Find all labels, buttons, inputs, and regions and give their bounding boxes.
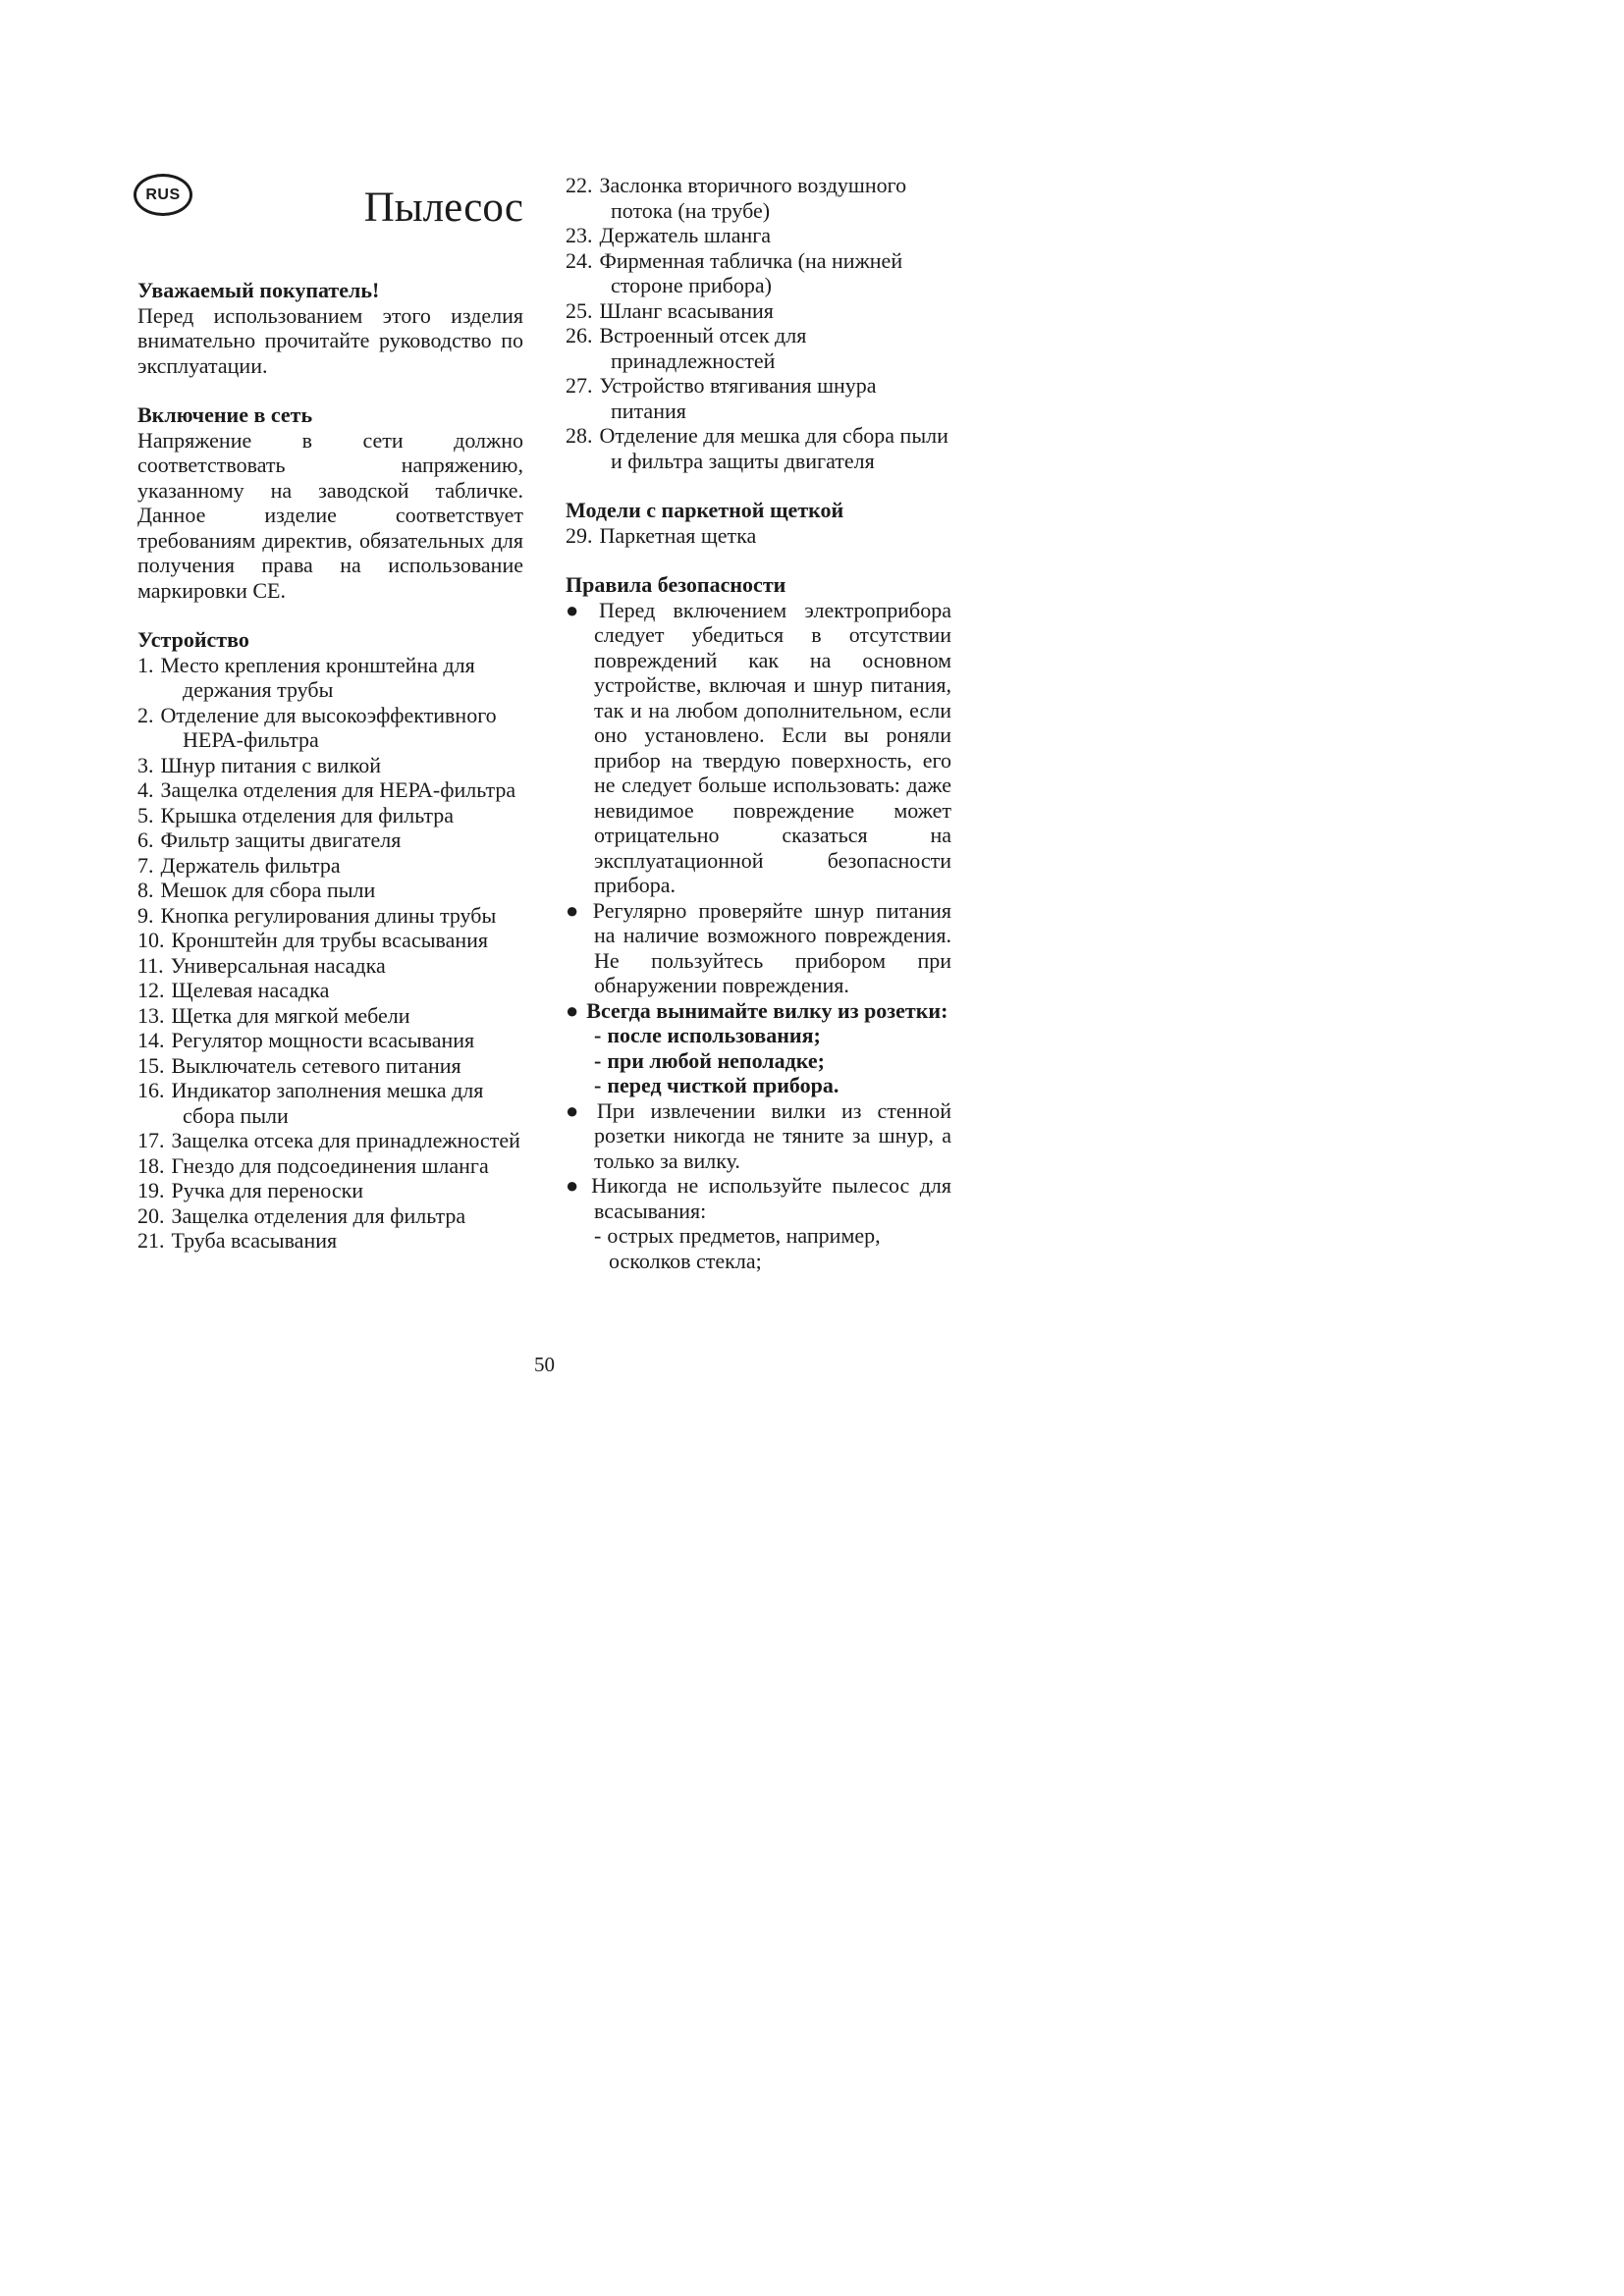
parquet-models-heading: Модели с паркетной щеткой [566,498,844,522]
device-part-item [137,1028,523,1053]
list-marker: - [594,1047,602,1073]
greeting-heading: Уважаемый покупатель! [137,278,380,302]
device-part-text: Труба всасывания [171,1228,338,1253]
device-part-number: 23. [566,223,593,247]
list-marker: ● [566,1097,589,1123]
device-part-number: 21. [137,1228,165,1253]
device-part-text: Отделение для высокоэффективного НЕРА-фильтра [160,702,497,752]
device-part-number: 28. [566,423,593,448]
safety-rule-item [594,1073,951,1098]
list-marker: - [594,1223,602,1248]
list-marker: ● [566,997,579,1023]
device-part-text: Регулятор мощности всасывания [171,1028,475,1052]
safety-rule-item [566,1098,951,1174]
safety-rule-item [594,1223,951,1273]
device-part-number: 1. [137,652,154,677]
device-part-number: 4. [137,777,154,802]
device-part-item [137,828,523,853]
device-part-item [137,878,523,903]
power-connection-heading: Включение в сеть [137,402,313,427]
safety-rule-item [566,598,951,898]
device-part-item [137,1178,523,1203]
list-marker: ● [566,897,585,923]
device-part-item [137,978,523,1003]
device-part-number: 17. [137,1128,165,1152]
device-part-item [566,323,951,373]
device-part-text: Кронштейн для трубы всасывания [171,928,489,952]
safety-rule-text: острых предметов, например, осколков стекла; [607,1223,881,1273]
safety-rule-text: Всегда вынимайте вилку из розетки: [586,997,948,1023]
device-part-number: 27. [566,373,593,398]
device-part-item [566,423,951,473]
device-part-number: 26. [566,323,593,347]
device-part-item [137,1203,523,1229]
safety-rules-heading: Правила безопасности [566,572,786,597]
device-parts-list-left [137,653,523,1254]
list-marker: ● [566,1173,584,1198]
device-part-number: 14. [137,1028,165,1052]
safety-rule-text: При извлечении вилки из стенной розетки никогда не тяните за шнур, а только за вилку. [594,1097,951,1173]
device-part-text: Устройство втягивания шнура питания [599,373,877,423]
device-part-text: Встроенный отсек для принадлежностей [599,323,807,373]
device-part-item [137,803,523,828]
safety-rule-text: Никогда не используйте пылесос для всасывания: [591,1173,951,1223]
device-part-item [137,853,523,879]
device-part-text: Заслонка вторичного воздушного потока (на трубе) [599,173,907,223]
device-part-text: Паркетная щетка [599,522,757,548]
safety-rule-text: Регулярно проверяйте шнур питания на наличие возможного повреждения. Не пользуйтесь прибором при обнаружении повреждения. [592,897,952,997]
device-part-number: 25. [566,297,593,323]
device-part-text: Выключатель сетевого питания [171,1052,461,1078]
device-part-number: 16. [137,1078,165,1102]
safety-rule-item [594,1023,951,1048]
device-part-text: Держатель фильтра [160,852,341,878]
device-part-number: 20. [137,1202,165,1228]
right-column [566,173,951,1273]
device-part-text: Защелка отделения для фильтра [171,1202,466,1228]
device-part-item [137,1228,523,1254]
safety-rules-list [566,598,951,1274]
device-part-item [137,703,523,753]
device-part-item [137,903,523,929]
device-part-number: 5. [137,802,154,828]
device-part-number: 8. [137,878,154,902]
device-part-number: 7. [137,852,154,878]
device-part-number: 19. [137,1178,165,1202]
device-part-item [566,223,951,248]
safety-rule-item [566,1173,951,1223]
list-marker: ● [566,597,591,622]
device-part-item [566,173,951,223]
greeting-paragraph: Перед использованием этого изделия внимательно прочитайте руководство по эксплуатации. [137,302,523,378]
device-part-text: Гнездо для подсоединения шланга [171,1152,489,1178]
device-part-number: 3. [137,752,154,777]
device-part-text: Щелевая насадка [171,978,330,1002]
device-part-number: 29. [566,522,593,548]
list-marker: - [594,1023,602,1047]
device-part-text: Ручка для переноски [171,1178,364,1202]
device-part-text: Кнопка регулирования длины трубы [160,902,497,928]
device-part-text: Держатель шланга [599,223,772,247]
device-part-number: 10. [137,928,165,952]
device-part-item [137,1053,523,1079]
device-part-item [137,928,523,953]
device-part-text: Шланг всасывания [599,297,774,323]
device-part-number: 13. [137,1002,165,1028]
device-part-text: Фирменная табличка (на нижней стороне прибора) [599,247,903,297]
device-part-text: Отделение для мешка для сбора пыли и фильтра защиты двигателя [599,423,948,473]
device-part-number: 12. [137,978,165,1002]
page-title: Пылесос [363,184,523,231]
safety-rule-text: при любой неполадке; [607,1047,825,1073]
device-part-item [137,953,523,979]
device-part-number: 2. [137,702,154,727]
device-part-text: Универсальная насадка [170,952,386,978]
device-part-item [137,1003,523,1029]
device-heading: Устройство [137,627,249,652]
safety-rule-text: Перед включением электроприбора следует убедиться в отсутствии повреждений как на основном устройстве, включая и шнур питания, так и на любом дополнительном, если оно установлено. Если вы роняли прибор на твердую поверхность, его не следует больше использовать: даже невидимое повреждение может отрицательно сказаться на эксплуатационной безопасности прибора. [594,597,952,897]
device-part-text: Место крепления кронштейна для держания трубы [160,652,475,702]
device-part-number: 24. [566,247,593,273]
device-part-item [137,1153,523,1179]
safety-rule-text: после использования; [607,1023,821,1047]
device-part-item [137,1128,523,1153]
power-connection-paragraph: Напряжение в сети должно соответствовать напряжению, указанному на заводской табличке. Данное изделие соответствует требованиям директив, обязательных для получения права на использование маркировки СЕ. [137,427,523,603]
list-marker: - [594,1073,602,1097]
device-part-number: 15. [137,1052,165,1078]
device-part-item [137,1078,523,1128]
safety-rule-item [566,998,951,1024]
device-part-item [566,248,951,298]
device-part-text: Крышка отделения для фильтра [160,802,455,828]
device-part-item [137,653,523,703]
device-part-item [566,373,951,423]
device-part-number: 11. [137,952,164,978]
device-part-text: Защелка отсека для принадлежностей [171,1128,520,1152]
device-part-number: 18. [137,1152,165,1178]
safety-rule-item [594,1048,951,1074]
device-part-text: Фильтр защиты двигателя [160,828,402,852]
device-part-text: Индикатор заполнения мешка для сбора пыли [171,1078,484,1128]
device-part-number: 22. [566,173,593,197]
left-column [137,278,523,1254]
page-number: 50 [534,1353,555,1376]
device-part-text: Щетка для мягкой мебели [171,1002,410,1028]
rus-badge-label: RUS [145,186,181,203]
device-part-text: Мешок для сбора пыли [160,878,376,902]
device-part-text: Защелка отделения для НЕРА-фильтра [160,777,516,802]
device-part-number: 9. [137,902,154,928]
parquet-parts-list [566,523,951,549]
safety-rule-text: перед чисткой прибора. [607,1073,839,1097]
device-part-item [566,523,951,549]
device-part-item [137,753,523,778]
device-part-text: Шнур питания с вилкой [160,752,382,777]
device-part-item [137,777,523,803]
device-part-item [566,298,951,324]
device-part-number: 6. [137,828,154,852]
safety-rule-item [566,898,951,998]
device-parts-list-right [566,173,951,473]
